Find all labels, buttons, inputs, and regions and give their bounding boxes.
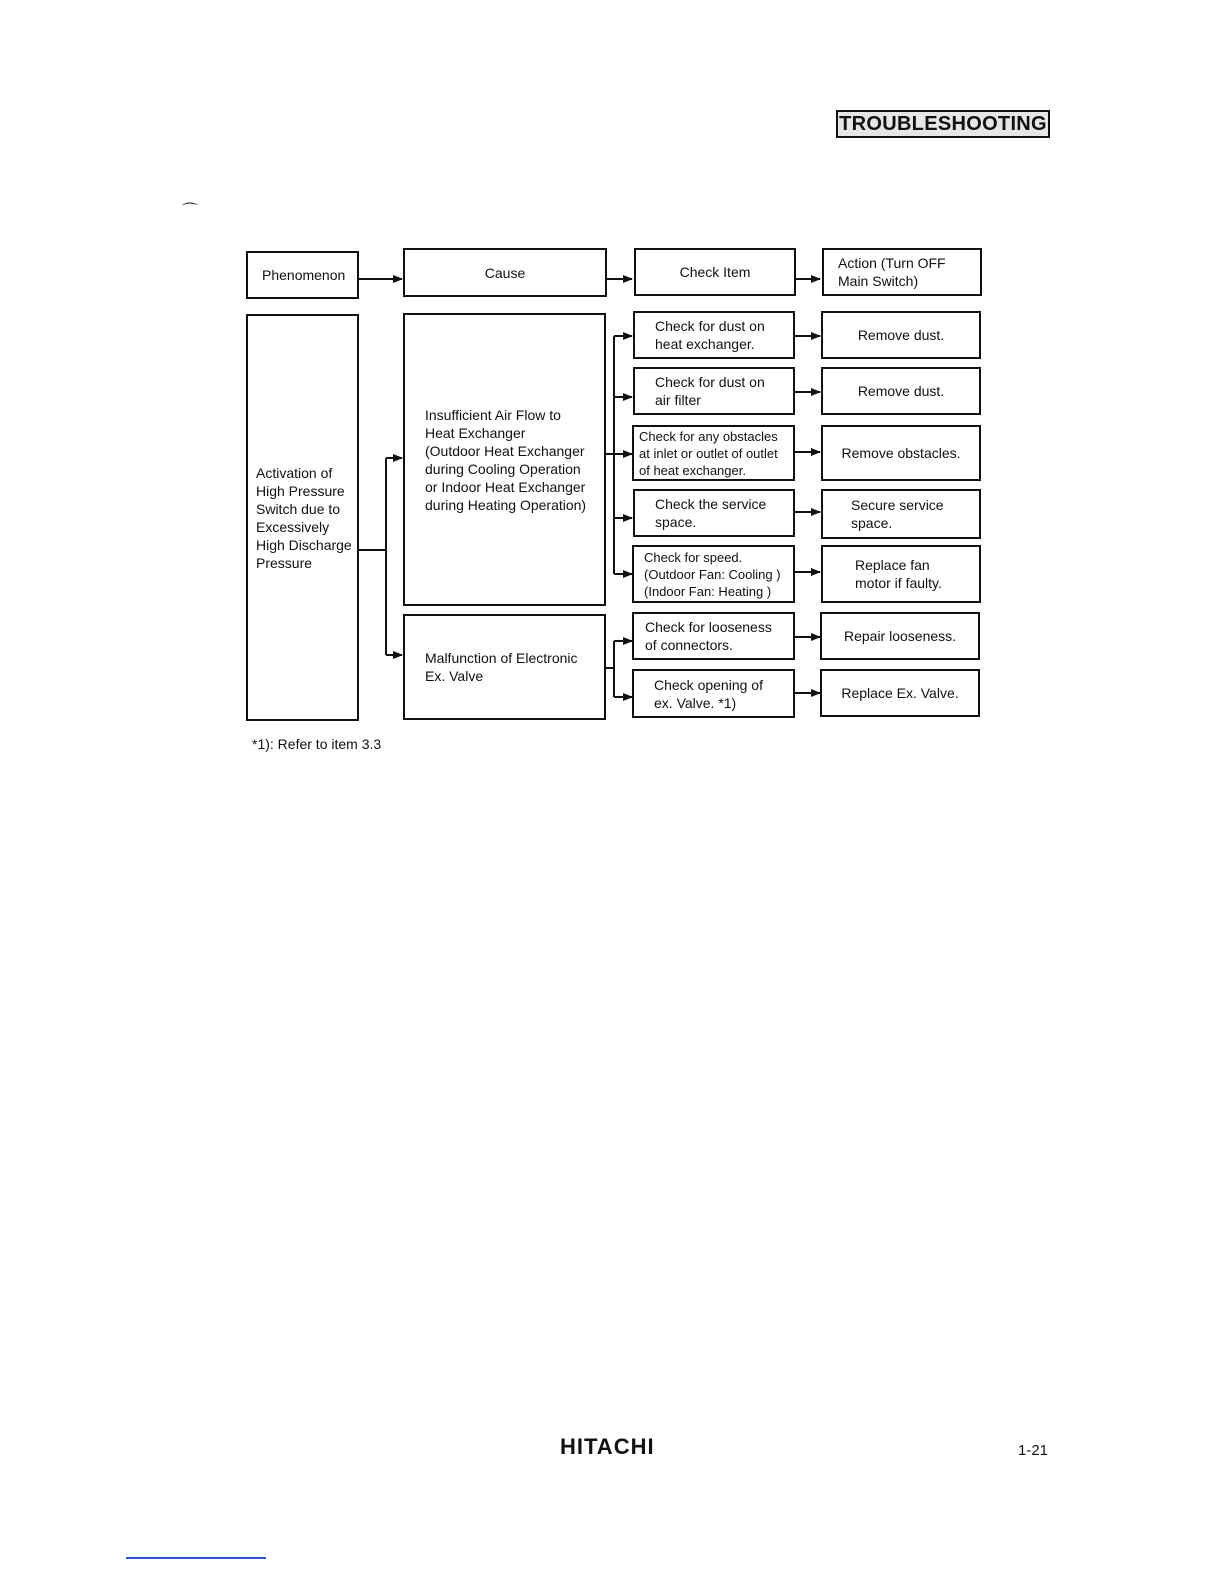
action-box-2 — [821, 367, 981, 415]
check-text-5: Check for speed. (Outdoor Fan: Cooling ) (Indoor Fan: Heating ) — [644, 549, 781, 599]
phenomenon-text: Activation of High Pressure Switch due to Excessively High Discharge Pressure — [256, 464, 352, 571]
header-action — [822, 248, 982, 296]
action-text-3: Remove obstacles. — [841, 445, 961, 461]
action-box-7 — [820, 669, 980, 717]
header-check-item-label: Check Item — [679, 264, 751, 280]
page-number: 1-21 — [1018, 1442, 1049, 1459]
bottom-rule — [126, 1557, 266, 1559]
header-cause — [403, 248, 607, 297]
action-box-3 — [821, 425, 981, 481]
section-label: TROUBLESHOOTING — [836, 110, 1050, 138]
action-box-5 — [821, 545, 981, 603]
action-text-6: Repair looseness. — [843, 628, 957, 644]
check-box-6 — [632, 612, 795, 660]
action-box-6 — [820, 612, 980, 660]
footnote: *1): Refer to item 3.3 — [252, 736, 382, 752]
action-text-7: Replace Ex. Valve. — [841, 685, 959, 701]
brand-logo: HITACHI — [560, 1434, 655, 1459]
check-text-4: Check the service space. — [655, 496, 767, 530]
check-box-5 — [632, 545, 795, 603]
check-text-1: Check for dust on heat exchanger. — [655, 318, 765, 352]
check-text-3: Check for any obstacles at inlet or outlet of outlet of heat exchanger. — [639, 428, 778, 478]
phenomenon-box — [246, 314, 359, 721]
header-phenomenon-label: Phenomenon — [262, 267, 346, 283]
cause-box-airflow — [403, 313, 606, 606]
action-box-4 — [821, 489, 981, 539]
header-action-label: Action (Turn OFF Main Switch) — [838, 255, 946, 289]
check-box-4 — [633, 489, 795, 537]
header-phenomenon — [246, 251, 359, 299]
action-box-1 — [821, 311, 981, 359]
check-box-1 — [633, 311, 795, 359]
check-box-2 — [633, 367, 795, 415]
check-box-3 — [632, 425, 795, 481]
check-box-7 — [632, 669, 795, 718]
action-text-1: Remove dust. — [857, 327, 945, 343]
action-text-5: Replace fan motor if faulty. — [855, 557, 942, 591]
action-text-2: Remove dust. — [857, 383, 945, 399]
action-text-4: Secure service space. — [851, 497, 944, 531]
header-cause-label: Cause — [484, 264, 526, 281]
cause-text-airflow: Insufficient Air Flow to Heat Exchanger (Outdoor Heat Exchanger during Cooling Operation or Indoor Heat Exchanger during Heating Operation) — [425, 406, 587, 513]
check-text-2: Check for dust on air filter — [655, 374, 765, 408]
corner-mark: ⌒ — [182, 203, 199, 220]
header-check-item — [634, 248, 796, 296]
check-text-7: Check opening of ex. Valve. *1) — [654, 676, 763, 711]
check-text-6: Check for looseness of connectors. — [645, 619, 772, 653]
cause-box-valve — [403, 614, 606, 720]
cause-text-valve: Malfunction of Electronic Ex. Valve — [425, 650, 578, 684]
